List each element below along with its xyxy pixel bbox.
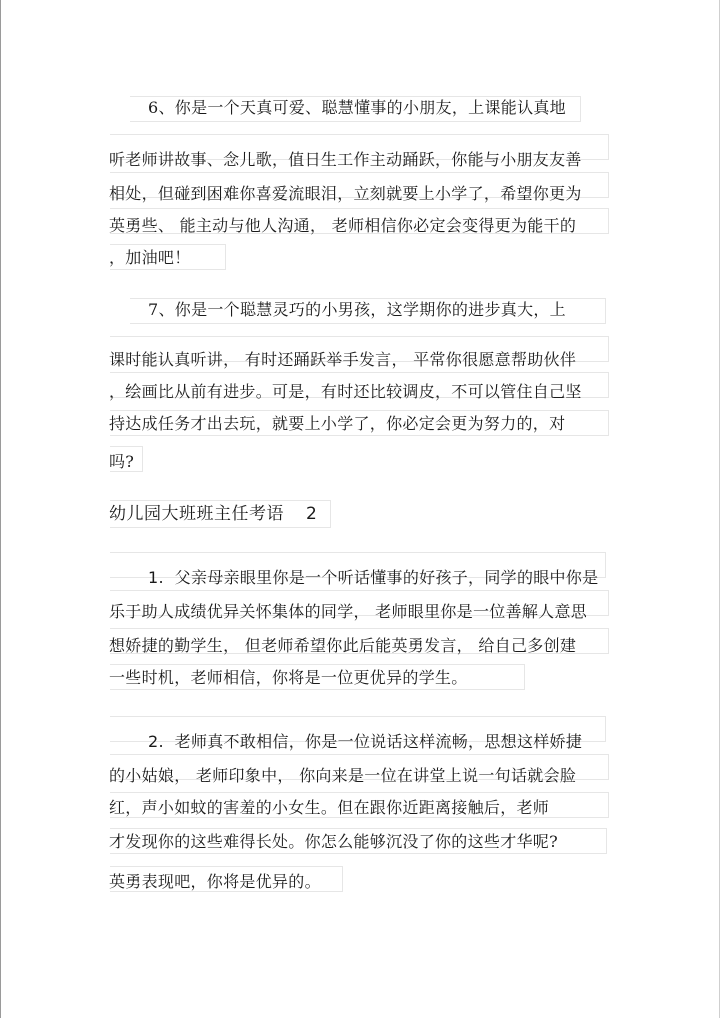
paragraph-line: 一些时机，老师相信，你将是一位更优异的学生。	[109, 668, 468, 687]
paragraph-line: 相处，但碰到困难你喜爱流眼泪，立刻就要上小学了，希望你更为	[109, 184, 582, 203]
section-heading-number: 2	[306, 504, 318, 524]
paragraph-line: 吗?	[109, 452, 135, 471]
paragraph-line: ，加油吧！	[109, 248, 191, 267]
paragraph-text: 老师真不敢相信，你是一位说话这样流畅，思想这样娇捷	[174, 732, 583, 751]
paragraph-line: 才发现你的这些难得长处。你怎么能够沉没了你的这些才华呢?	[109, 832, 558, 851]
item-number: 2.	[148, 732, 164, 751]
paragraph-line: 想娇捷的勤学生， 但老师希望你此后能英勇发言， 给自己多创建	[109, 636, 577, 655]
paragraph-text: 父亲母亲眼里你是一个听话懂事的好孩子，同学的眼中你是	[174, 568, 599, 587]
paragraph-line: 英勇些、 能主动与他人沟通， 老师相信你必定会变得更为能干的	[109, 216, 577, 235]
paragraph-line: 的小姑娘， 老师印象中， 你向来是一位在讲堂上说一句话就会脸	[109, 766, 577, 785]
paragraph-line: 乐于助人成绩优异关怀集体的同学， 老师眼里你是一位善解人意思	[109, 602, 588, 621]
paragraph-line: 6、你是一个天真可爱、聪慧懂事的小朋友，上课能认真地	[148, 98, 566, 117]
paragraph-line	[148, 568, 598, 588]
paragraph-line: 英勇表现吧，你将是优异的。	[109, 872, 321, 891]
paragraph-line: 红，声小如蚊的害羞的小女生。但在跟你近距离接触后，老师	[109, 798, 550, 817]
paragraph-line	[148, 732, 582, 752]
paragraph-line: 课时能认真听讲， 有时还踊跃举手发言， 平常你很愿意帮助伙伴	[109, 350, 577, 369]
paragraph-line: 持达成任务才出去玩，就要上小学了，你必定会更为努力的，对	[109, 414, 566, 433]
section-heading	[109, 503, 317, 525]
paragraph-line: 7、你是一个聪慧灵巧的小男孩，这学期你的进步真大，上	[148, 300, 566, 319]
page-edge	[0, 0, 1, 1018]
paragraph-line: ，绘画比从前有进步。可是，有时还比较调皮，不可以管住自己坚	[109, 382, 582, 401]
paragraph-line: 听老师讲故事、念儿歌，值日生工作主动踊跃，你能与小朋友友善	[109, 150, 582, 169]
item-number: 1.	[148, 568, 164, 587]
section-heading-text: 幼儿园大班班主任考语	[109, 504, 284, 524]
